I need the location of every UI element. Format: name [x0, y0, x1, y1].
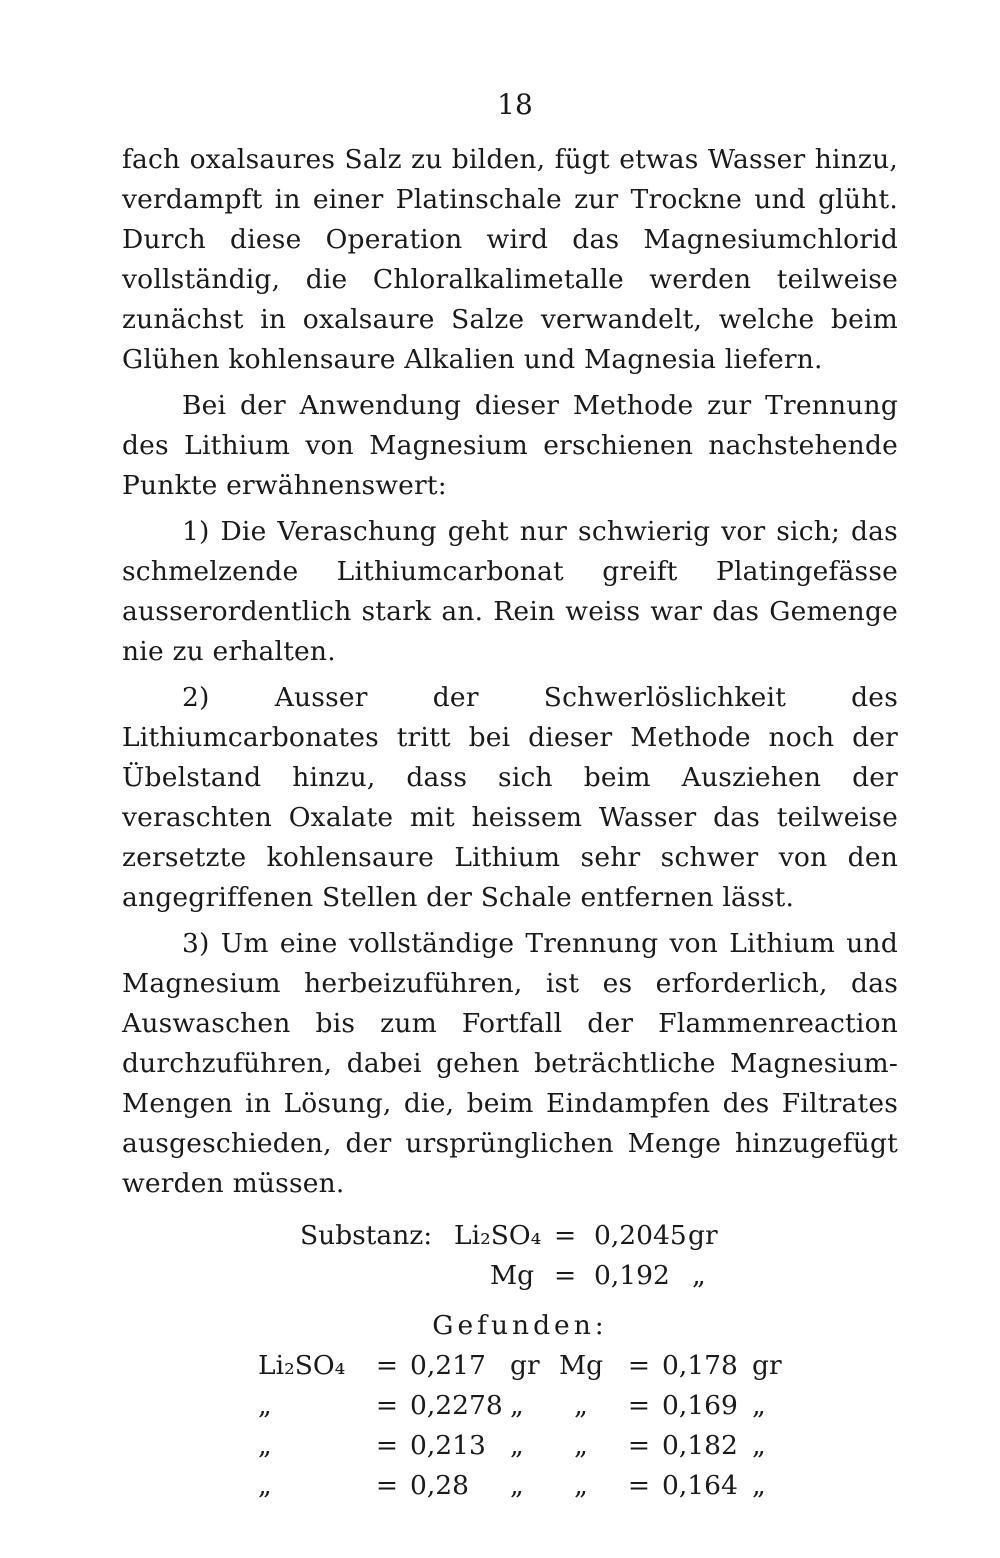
- gefunden-heading: Gefunden:: [432, 1310, 608, 1341]
- gefunden-mg-eq: =: [627, 1430, 651, 1461]
- gefunden-mg-unit: „: [752, 1470, 766, 1501]
- gefunden-mg-unit: „: [752, 1430, 766, 1461]
- substanz-mg-name: Mg: [490, 1260, 535, 1291]
- gefunden-mg-name: Mg: [558, 1350, 604, 1381]
- gefunden-li-unit: gr: [510, 1350, 540, 1381]
- gefunden-row: [258, 1386, 782, 1426]
- document-page: [122, 88, 898, 1506]
- paragraph-point-2: 2) Ausser der Schwerlöslichkeit des Lithiumcarbonates tritt bei dieser Methode noch der Übelstand hinzu, dass sich beim Ausziehen der veraschten Oxalate mit heissem Wasser das teilweise zersetzte kohlensaure Lithium sehr schwer von den angegriffenen Stellen der Schale entfernen lässt.: [122, 682, 898, 913]
- gefunden-mg-eq: =: [627, 1350, 651, 1381]
- gefunden-li-value: 0,217: [410, 1350, 486, 1381]
- gefunden-li-eq: =: [375, 1350, 399, 1381]
- gefunden-row: [258, 1346, 782, 1386]
- gefunden-li-unit: „: [510, 1390, 524, 1421]
- substanz-unit: gr: [688, 1220, 718, 1251]
- gefunden-li-name: „: [258, 1430, 272, 1461]
- paragraph-continuation: fach oxalsaures Salz zu bilden, fügt etwas Wasser hinzu, verdampft in einer Platinschale zur Trockne und glüht. Durch diese Operation wird das Magnesiumchlorid vollständig, die Chloralkalimetalle werden teilweise zunächst in oxalsaure Salze verwandelt, welche beim Glühen kohlensaure Alkalien und Magnesia liefern.: [122, 144, 898, 375]
- gefunden-li-value: 0,28: [410, 1470, 470, 1501]
- substanz-row-mg: [122, 1256, 898, 1296]
- substanz-mg-ditto: „: [692, 1260, 706, 1291]
- page-number: 18: [497, 88, 533, 121]
- paragraph-method-intro: Bei der Anwendung dieser Methode zur Trennung des Lithium von Magnesium erschienen nachstehende Punkte erwähnenswert:: [122, 390, 898, 501]
- results-block: [122, 1216, 898, 1506]
- gefunden-mg-value: 0,182: [662, 1430, 738, 1461]
- gefunden-mg-value: 0,169: [662, 1390, 738, 1421]
- gefunden-mg-value: 0,164: [662, 1470, 738, 1501]
- substanz-li-value: 0,2045: [594, 1220, 687, 1251]
- substanz-row-li: [122, 1216, 898, 1256]
- gefunden-li-eq: =: [375, 1390, 399, 1421]
- gefunden-row: [258, 1466, 782, 1506]
- gefunden-li-name: „: [258, 1470, 272, 1501]
- gefunden-table: [258, 1346, 782, 1506]
- gefunden-li-name: „: [258, 1390, 272, 1421]
- gefunden-mg-value: 0,178: [662, 1350, 738, 1381]
- gefunden-li-value: 0,2278: [410, 1390, 503, 1421]
- gefunden-li-unit: „: [510, 1470, 524, 1501]
- paragraph-point-3: 3) Um eine vollständige Trennung von Lithium und Magnesium herbeizuführen, ist es erforderlich, das Auswaschen bis zum Fortfall der Flammenreaction durchzuführen, dabei gehen beträchtliche Magnesium-Mengen in Lösung, die, beim Eindampfen des Filtrates ausgeschieden, der ursprünglichen Menge hinzugefügt werden müssen.: [122, 928, 898, 1199]
- gefunden-mg-eq: =: [627, 1390, 651, 1421]
- gefunden-li-value: 0,213: [410, 1430, 486, 1461]
- gefunden-mg-eq: =: [627, 1470, 651, 1501]
- substanz-mg-value: 0,192: [594, 1260, 670, 1291]
- gefunden-mg-unit: gr: [752, 1350, 782, 1381]
- gefunden-mg-name: „: [574, 1390, 588, 1421]
- gefunden-li-unit: „: [510, 1430, 524, 1461]
- gefunden-li-eq: =: [375, 1470, 399, 1501]
- gefunden-mg-name: „: [574, 1470, 588, 1501]
- gefunden-mg-name: „: [574, 1430, 588, 1461]
- gefunden-row: [258, 1426, 782, 1466]
- substanz-li-formula: Li₂SO₄: [454, 1220, 542, 1251]
- gefunden-li-name: Li₂SO₄: [258, 1350, 346, 1381]
- paragraph-point-1: 1) Die Veraschung geht nur schwierig vor sich; das schmelzende Lithiumcarbonat greift Platingefässe ausserordentlich stark an. Rein weiss war das Gemenge nie zu erhalten.: [122, 516, 898, 667]
- substanz-label: Substanz:: [300, 1220, 433, 1251]
- substanz-eq: =: [554, 1220, 577, 1251]
- gefunden-li-eq: =: [375, 1430, 399, 1461]
- substanz-mg-eq: =: [554, 1260, 577, 1291]
- gefunden-mg-unit: „: [752, 1390, 766, 1421]
